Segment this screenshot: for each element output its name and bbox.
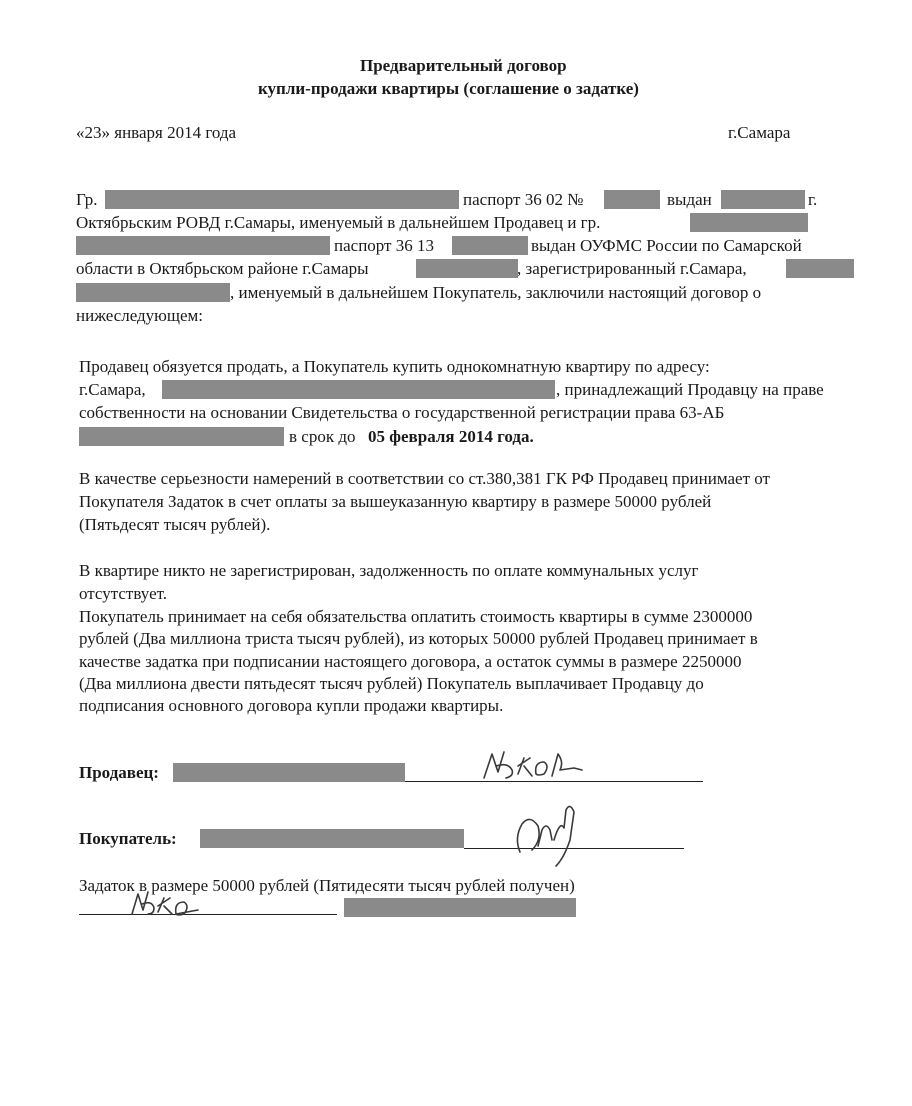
- p2-line-1: В качестве серьезности намерений в соответствии со ст.380,381 ГК РФ Продавец принимает от: [79, 469, 770, 488]
- redacted-buyer-name-part2: [76, 236, 330, 255]
- parties-line-4b: , зарегистрированный г.Самара,: [517, 259, 747, 278]
- parties-gr-label: Гр.: [76, 190, 98, 209]
- redacted-seller-issue-date: [721, 190, 805, 209]
- p2-line-2: Покупателя Задаток в счет оплаты за вышеуказанную квартиру в размере 50000 рублей: [79, 492, 712, 511]
- redacted-buyer-signature-name: [200, 829, 464, 848]
- p1-line-3: собственности на основании Свидетельства о государственной регистрации права 63-АБ: [79, 403, 725, 422]
- parties-buyer-passport: паспорт 36 13: [334, 236, 434, 255]
- p1-line-4a: в срок до: [289, 427, 356, 446]
- contract-city: г.Самара: [728, 123, 791, 142]
- redacted-deposit-receiver: [344, 898, 576, 917]
- p4-line-3: качестве задатка при подписании настоящего договора, а остаток суммы в размере 2250000: [79, 652, 742, 671]
- title-line-1: Предварительный договор: [360, 56, 567, 75]
- p1-line-1: Продавец обязуется продать, а Покупатель купить однокомнатную квартиру по адресу:: [79, 357, 710, 376]
- redacted-seller-name: [105, 190, 459, 209]
- redacted-buyer-address-part2: [76, 283, 230, 302]
- parties-line-6: нижеследующем:: [76, 306, 204, 325]
- contract-date: «23» января 2014 года: [76, 123, 237, 142]
- parties-seller-g: г.: [808, 190, 818, 209]
- parties-seller-passport: паспорт 36 02 №: [463, 190, 584, 209]
- redacted-buyer-name-part1: [690, 213, 808, 232]
- deposit-signature: [128, 888, 208, 918]
- redacted-property-address: [162, 380, 555, 399]
- parties-line-2: Октябрьским РОВД г.Самары, именуемый в дальнейшем Продавец и гр.: [76, 213, 601, 232]
- redacted-buyer-issue-date: [416, 259, 518, 278]
- title-line-2: купли-продажи квартиры (соглашение о задатке): [258, 79, 639, 98]
- redacted-buyer-address-part1: [786, 259, 854, 278]
- deposit-signature-line: [79, 914, 337, 915]
- p4-line-2: рублей (Два миллиона триста тысяч рублей), из которых 50000 рублей Продавец принимает в: [79, 629, 758, 648]
- redacted-buyer-passport-number: [452, 236, 528, 255]
- redacted-seller-signature-name: [173, 763, 405, 782]
- p1-line-2b: , принадлежащий Продавцу на праве: [556, 380, 824, 399]
- p4-line-4: (Два миллиона двести пятьдесят тысяч рублей) Покупатель выплачивает Продавцу до: [79, 674, 704, 693]
- redacted-certificate-number: [79, 427, 284, 446]
- seller-signature: [478, 744, 588, 784]
- p3-line-1: В квартире никто не зарегистрирован, задолженность по оплате коммунальных услуг: [79, 561, 699, 580]
- parties-buyer-issued: выдан ОУФМС России по Самарской: [531, 236, 802, 255]
- buyer-signature: [508, 800, 588, 870]
- parties-line-5: , именуемый в дальнейшем Покупатель, заключили настоящий договор о: [230, 283, 762, 302]
- buyer-label: Покупатель:: [79, 829, 177, 848]
- seller-label: Продавец:: [79, 763, 159, 782]
- parties-line-4a: области в Октябрьском районе г.Самары: [76, 259, 369, 278]
- parties-seller-issued: выдан: [667, 190, 712, 209]
- p1-line-2a: г.Самара,: [79, 380, 146, 399]
- deposit-note: Задаток в размере 50000 рублей (Пятидесяти тысяч рублей получен): [79, 876, 575, 895]
- redacted-seller-passport-number: [604, 190, 660, 209]
- p3-line-2: отсутствует.: [79, 584, 168, 603]
- p4-line-1: Покупатель принимает на себя обязательства оплатить стоимость квартиры в сумме 2300000: [79, 607, 753, 626]
- p4-line-5: подписания основного договора купли продажи квартиры.: [79, 696, 504, 715]
- p2-line-3: (Пятьдесят тысяч рублей).: [79, 515, 271, 534]
- p1-deadline: 05 февраля 2014 года.: [368, 427, 534, 446]
